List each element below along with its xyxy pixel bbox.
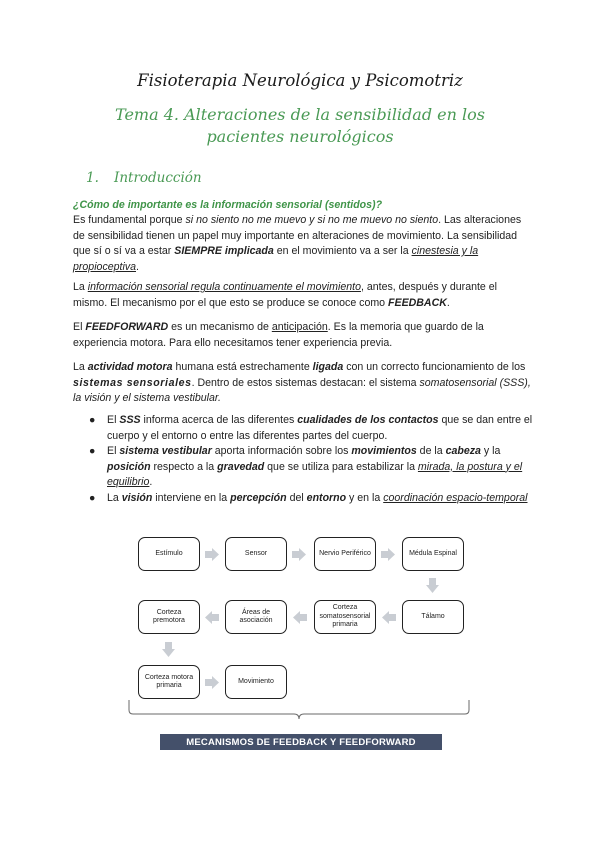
list-item: ● El SSS informa acerca de las diferentes cualidades de los contactos que se dan entre el cuerpo y el entorno o entre las diferentes partes del cuerpo. <box>89 414 533 442</box>
topic-title: Tema 4. Alteraciones de la sensibilidad en los pacientes neurológicos <box>115 105 485 146</box>
paragraph-4: La actividad motora humana está estrechamente ligada con un correcto funcionamiento de los sistemas sensoriales. Dentro de estos sistemas destacan: el sistema somatosensorial (SSS), la visión y el sistema vestibular. <box>73 361 531 404</box>
section-number: 1. <box>86 170 99 186</box>
list-item: ● El sistema vestibular aporta información sobre los movimientos de la cabeza y la posición respecto a la gravedad que se utiliza para estabilizar la mirada, la postura y el equilibrio. <box>89 445 523 488</box>
node-primary-motor-cortex: Corteza motora primaria <box>138 665 200 699</box>
section-heading <box>86 170 202 186</box>
paragraph-2: La información sensorial regula continuamente el movimiento, antes, después y durante el mismo. El mecanismo por el que esto se produce se conoce como FEEDBACK. <box>73 281 498 309</box>
list-item: ● La visión interviene en la percepción del entorno y en la coordinación espacio-temporal <box>73 491 533 507</box>
bullet-icon: ● <box>89 414 96 426</box>
paragraph-3: El FEEDFORWARD es un mecanismo de anticipación. Es la memoria que guardo de la experiencia motora. Para ello necesitamos tener experiencia previa. <box>73 321 484 349</box>
node-spinal-cord: Médula Espinal <box>402 537 464 571</box>
question-heading: ¿Cómo de importante es la información sensorial (sentidos)? <box>73 199 383 211</box>
node-premotor-cortex: Corteza premotora <box>138 600 200 634</box>
arrow-down-icon <box>162 642 175 657</box>
diagram-caption: MECANISMOS DE FEEDBACK Y FEEDFORWARD <box>160 734 442 750</box>
node-sensor: Sensor <box>225 537 287 571</box>
node-stimulus: Estímulo <box>138 537 200 571</box>
node-association-areas: Áreas de asociación <box>225 600 287 634</box>
bullet-icon: ● <box>89 445 96 457</box>
arrow-left-icon <box>382 611 396 624</box>
arrow-right-icon <box>292 548 306 561</box>
section-title: Introducción <box>114 170 202 186</box>
arrow-right-icon <box>205 676 219 689</box>
node-thalamus: Tálamo <box>402 600 464 634</box>
course-title: Fisioterapia Neurológica y Psicomotriz <box>137 71 463 90</box>
arrow-right-icon <box>381 548 395 561</box>
node-peripheral-nerve: Nervio Periférico <box>314 537 376 571</box>
paragraph-1: Es fundamental porque si no siento no me muevo y si no me muevo no siento. Las alteraciones de sensibilidad tienen un papel muy importante en alteraciones de movimiento. La sensibilidad que sí o sí va a estar SIEMPRE implicada en el movimiento va a ser la cinestesia y la propioceptiva. <box>73 214 522 273</box>
arrow-right-icon <box>205 548 219 561</box>
node-somatosensory-cortex: Corteza somatosensorial primaria <box>314 600 376 634</box>
bracket-decoration <box>128 700 470 722</box>
bullet-icon: ● <box>89 491 96 504</box>
sensory-systems-list <box>73 413 533 506</box>
arrow-left-icon <box>293 611 307 624</box>
arrow-left-icon <box>205 611 219 624</box>
arrow-down-icon <box>426 578 439 593</box>
node-movement: Movimiento <box>225 665 287 699</box>
